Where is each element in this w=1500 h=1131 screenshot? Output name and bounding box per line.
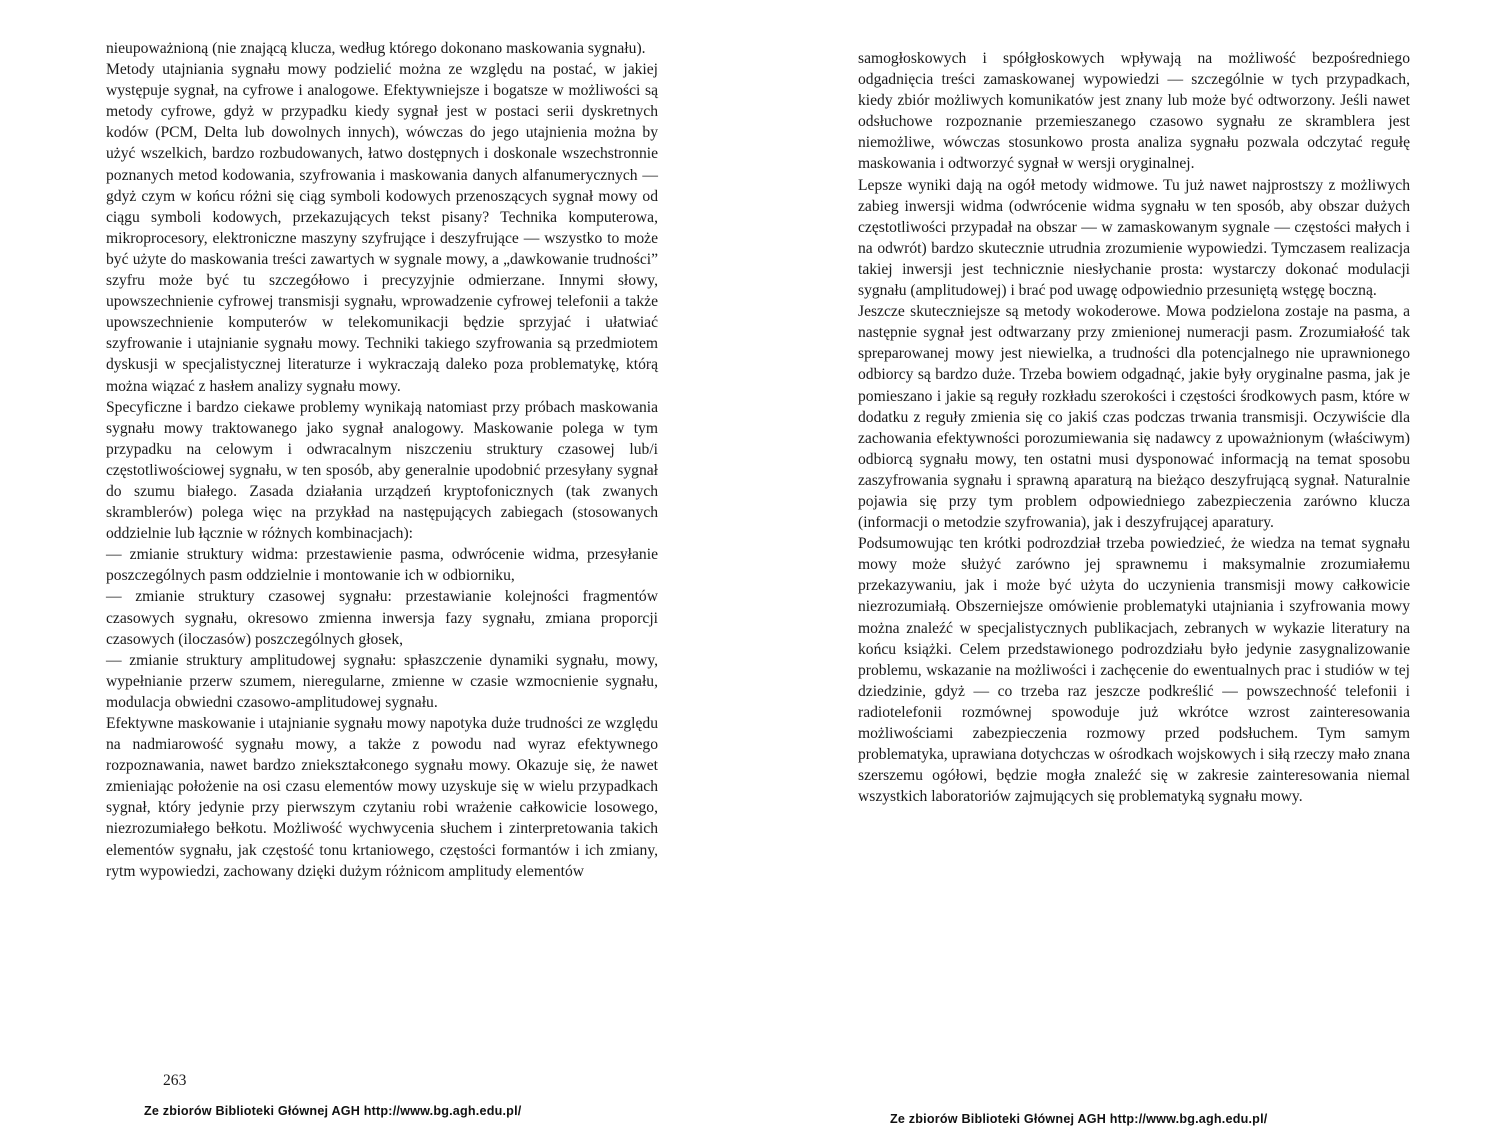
paragraph: Lepsze wyniki dają na ogół metody widmowe. Tu już nawet najprostszy z możliwych zabieg inwersji widma (odwrócenie widma sygnału w ten sposób, aby obszar dużych częstotliwości przypadał na obszar — w zamaskowanym sygnale — częstości małych i na odwrót) bardzo skutecznie utrudnia zrozumienie wypowiedzi. Tymczasem realizacja takiej inwersji jest technicznie niesłychanie prosta: wystarczy dokonać modulacji sygnału (amplitudowej) i brać pod uwagę odpowiednio przesuniętą wstęgę boczną.: [858, 176, 1410, 300]
paragraph: — zmianie struktury czasowej sygnału: przestawianie kolejności fragmentów czasowych sygnału, okresowo zmienna inwersja fazy sygnału, zmiana proporcji czasowych (iloczasów) poszczególnych głosek,: [106, 588, 658, 648]
library-footer: Ze zbiorów Biblioteki Głównej AGH http://www.bg.agh.edu.pl/: [144, 1104, 522, 1118]
paragraph: — zmianie struktury amplitudowej sygnału: spłaszczenie dynamiki sygnału, mowy, wypełnianie przerw szumem, nieregularne, zmienne w czasie wzmocnienie sygnału, modulacja obwiedni czasowo-amplitudowej sygnału.: [106, 651, 658, 711]
paragraph: Specyficzne i bardzo ciekawe problemy wynikają natomiast przy próbach maskowania sygnału mowy traktowanego jako sygnał analogowy. Maskowanie polega w tym przypadku na celowym i odwracalnym niszczeniu struktury czasowej lub/i częstotliwościowej sygnału, w ten sposób, aby generalnie upodobnić przesyłany sygnał do szumu białego. Zasada działania urządzeń kryptofonicznych (tak zwanych skramblerów) polega więc na przykład na następujących zabiegach (stosowanych oddzielnie lub łącznie w różnych kombinacjach):: [106, 398, 658, 543]
paragraph: Efektywne maskowanie i utajnianie sygnału mowy napotyka duże trudności ze względu na nadmiarowość sygnału mowy, a także z powodu nad wyraz efektywnego rozpoznawania, nawet bardzo zniekształconego sygnału mowy. Okazuje się, że nawet zmieniając położenie na osi czasu elementów mowy uzyskuje się w wielu przypadkach sygnał, który jedynie przy pierwszym czytaniu robi wrażenie całkowicie losowego, niezrozumiałego bełkotu. Możliwość wychwycenia słuchem i zinterpretowania takich elementów sygnału, jak częstość tonu krtaniowego, częstości formantów i ich zmiany, rytm wypowiedzi, zachowany dzięki dużym różnicom amplitudy elementów: [106, 715, 658, 880]
page-number: 263: [163, 1072, 187, 1089]
paragraph: Jeszcze skuteczniejsze są metody wokoderowe. Mowa podzielona zostaje na pasma, a następnie sygnał jest odtwarzany przy zmienionej numeracji pasm. Zrozumiałość tak spreparowanej mowy jest niewielka, a trudności dla potencjalnego nie uprawnionego odbiorcy są bardzo duże. Trzeba bowiem odgadnąć, jakie były oryginalne pasma, jak je pomieszano i jakie są reguły rozkładu szerokości i częstości środkowych pasm, które w dodatku z reguły zmienia się co jakiś czas podczas trwania transmisji. Oczywiście dla zachowania efektywności porozumiewania się nadawcy z upoważnionym (właściwym) odbiorcą sygnału mowy, ten ostatni musi dysponować informacją na temat sposobu zaszyfrowania sygnału i sprawną aparaturą na bieżąco deszyfrującą sygnał. Naturalnie pojawia się przy tym problem odpowiedniego zabezpieczenia zarówno klucza (informacji o metodzie szyfrowania), jak i deszyfrującej aparatury.: [858, 303, 1410, 532]
right-page-body: [858, 48, 1410, 807]
paragraph: Podsumowując ten krótki podrozdział trzeba powiedzieć, że wiedza na temat sygnału mowy może służyć zarówno jej sprawnemu i maksymalnie zrozumiałemu przekazywaniu, jak i może być użyta do uczynienia transmisji mowy całkowicie niezrozumiałą. Obszerniejsze omówienie problematyki utajniania i szyfrowania mowy można znaleźć w specjalistycznych publikacjach, zebranych w wykazie literatury na końcu książki. Celem przedstawionego podrozdziału było jedynie zasygnalizowanie problemu, wskazanie na możliwości i zachęcenie do ewentualnych prac i studiów w tej dziedzinie, gdyż — co trzeba raz jeszcze podkreślić — powszechność telefonii i radiotelefonii rozmównej spowoduje już wkrótce wzrost zainteresowania możliwościami zabezpieczenia rozmowy przed podsłuchem. Tym samym problematyka, uprawiana dotychczas w ośrodkach wojskowych i siłą rzeczy mało znana szerszemu ogółowi, będzie mogła znaleźć się w zakresie zainteresowania niemal wszystkich laboratoriów zajmujących się problematyką sygnału mowy.: [858, 535, 1410, 806]
library-footer: Ze zbiorów Biblioteki Głównej AGH http://www.bg.agh.edu.pl/: [890, 1112, 1268, 1126]
paragraph: nieupoważnioną (nie znającą klucza, według którego dokonano maskowania sygnału).: [106, 40, 646, 57]
paragraph: Metody utajniania sygnału mowy podzielić można ze względu na postać, w jakiej występuje sygnał, na cyfrowe i analogowe. Efektywniejsze i bogatsze w możliwości są metody cyfrowe, gdyż w przypadku kiedy sygnał jest w postaci serii dyskretnych kodów (PCM, Delta lub dowolnych innych), wówczas do jego utajnienia można by użyć wszelkich, bardzo rozbudowanych, łatwo dostępnych i doskonale wszechstronnie poznanych metod kodowania, szyfrowania i maskowania danych alfanumerycznych — gdyż czym w końcu różni się ciąg symboli kodowych przenoszących sygnał mowy od ciągu symboli kodowych, przekazujących tekst pisany? Technika komputerowa, mikroprocesory, elektroniczne maszyny szyfrujące i deszyfrujące — wszystko to może być użyte do maskowania treści zawartych w sygnale mowy, a „dawkowanie trudności” szyfru może być tu szczegółowo i precyzyjnie odmierzane. Innymi słowy, upowszechnienie cyfrowej transmisji sygnału, wprowadzenie cyfrowej telefonii a także upowszechnienie komputerów w telekomunikacji będzie sprzyjać i ułatwiać szyfrowanie i utajnianie sygnału mowy. Techniki takiego szyfrowania są przedmiotem dyskusji w specjalistycznej literaturze i wykraczają daleko poza problematykę, którą można wiązać z hasłem analizy sygnału mowy.: [106, 61, 658, 395]
left-page-body: [106, 38, 658, 882]
paragraph: — zmianie struktury widma: przestawienie pasma, odwrócenie widma, przesyłanie poszczególnych pasm oddzielnie i montowanie ich w odbiorniku,: [106, 546, 658, 585]
paragraph: samogłoskowych i spółgłoskowych wpływają na możliwość bezpośredniego odgadnięcia treści zamaskowanej wypowiedzi — szczególnie w tych przypadkach, kiedy zbiór możliwych komunikatów jest znany lub może być odtworzony. Jeśli nawet odsłuchowe rozpoznanie przemieszanego czasowo sygnału ze skramblera jest niemożliwe, wówczas stosunkowo prosta analiza sygnału pozwala odczytać regułę maskowania i odtworzyć sygnał w wersji oryginalnej.: [858, 50, 1410, 173]
right-page: [750, 0, 1500, 1131]
